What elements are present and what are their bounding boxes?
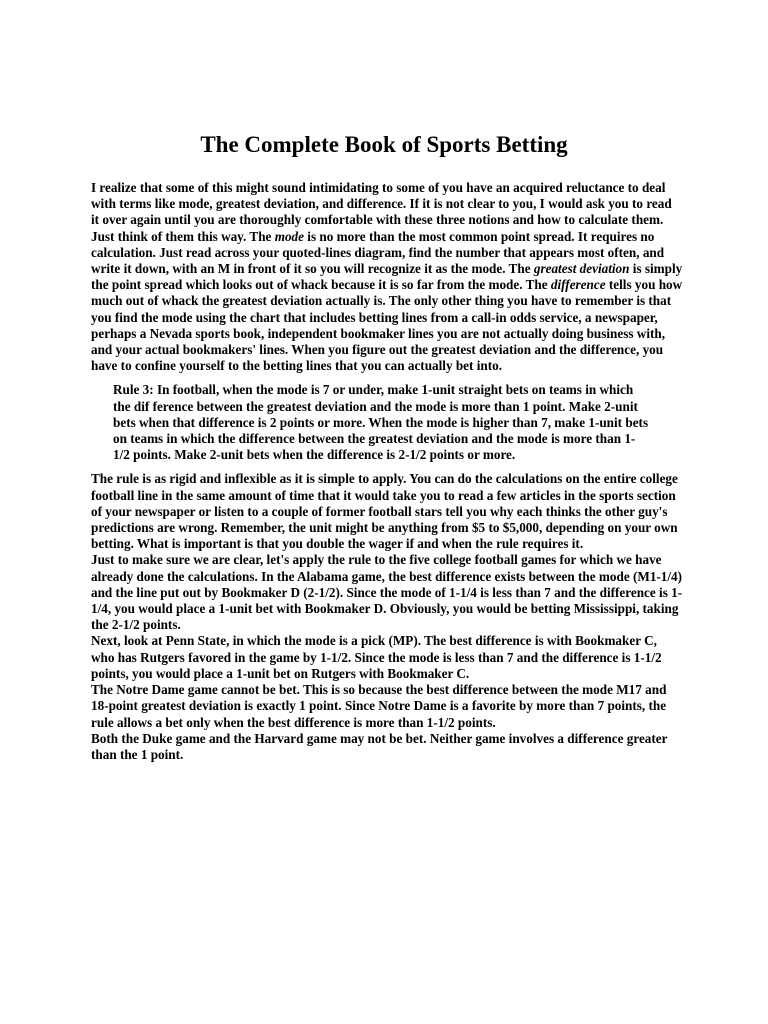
paragraph-definitions [91, 180, 683, 374]
term-difference: difference [550, 277, 606, 293]
paragraph-text: tells you how much out of whack the greatest deviation actually is. The only other thing you have to remember is that you find the mode using the chart that includes betting lines from a call-in odds service, a newspaper, perhaps a Nevada sports book, independent bookmaker lines you are not actually doing business with, and your actual bookmakers' lines. When you figure out the greatest deviation and the difference, you have to confine yourself to the betting lines that you can actually bet into. [91, 277, 683, 374]
rule-3-block: Rule 3: In football, when the mode is 7 or under, make 1-unit straight bets on teams in which the dif ference between the greatest deviation and the mode is more than 1 point. Make 2-unit bets when that difference is 2 points or more. When the mode is higher than 7, make 1-unit bets on teams in which the difference between the greatest deviation and the mode is more than 1-1/2 points. Make 2-unit bets when the difference is 2-1/2 points or more. [113, 382, 649, 463]
paragraph-text: is simply the point spread which looks out of whack because it is so far from the mode. The [91, 261, 683, 293]
paragraph-text: I realize that some of this might sound intimidating to some of you have an acquired reluctance to deal with terms like mode, greatest deviation, and difference. If it is not clear to you, I would ask you to read it over again until you are thoroughly comfortable with these three notions and how to calculate them. Just think of them this way. The [91, 180, 672, 244]
term-mode: mode [274, 228, 304, 244]
paragraph-alabama-example: Just to make sure we are clear, let's apply the rule to the five college football games for which we have already done the calculations. In the Alabama game, the best difference exists between the mode (M1-1/4) and the line put out by Bookmaker D (2-1/2). Since the mode of 1-1/4 is less than 7 and the difference is 1-1/4, you would place a 1-unit bet with Bookmaker D. Obviously, you would be betting Mississippi, taking the 2-1/2 points. [91, 552, 683, 633]
term-greatest-deviation: greatest deviation [533, 261, 630, 277]
paragraph-rule-application: The rule is as rigid and inflexible as it is simple to apply. You can do the calculations on the entire college football line in the same amount of time that it would take you to read a few articles in the sports section of your newspaper or listen to a couple of former football stars tell you why each thinks the other guy's predictions are wrong. Remember, the unit might be anything from $5 to $5,000, depending on your own betting. What is important is that you double the wager if and when the rule requires it. [91, 471, 678, 552]
paragraph-penn-state-example: Next, look at Penn State, in which the mode is a pick (MP). The best difference is with Bookmaker C, who has Rutgers favored in the game by 1-1/2. Since the mode is less than 7 and the difference is 1-1/2 points, you would place a 1-unit bet on Rutgers with Bookmaker C. [91, 633, 662, 681]
page-title: The Complete Book of Sports Betting [200, 132, 568, 157]
paragraph-text: is no more than the most common point spread. It requires no calculation. Just read across your quoted-lines diagram, find the number that appears most often, and write it down, with an M in front of it so you will recognize it as the mode. The [91, 228, 665, 277]
document-body [91, 180, 683, 763]
paragraph-duke-harvard-example: Both the Duke game and the Harvard game may not be bet. Neither game involves a difference greater than the 1 point. [91, 730, 668, 762]
paragraph-notre-dame-example: The Notre Dame game cannot be bet. This is so because the best difference between the mode M17 and 18-point greatest deviation is exactly 1 point. Since Notre Dame is a favorite by more than 7 points, the rule allows a bet only when the best difference is more than 1-1/2 points. [91, 682, 667, 730]
